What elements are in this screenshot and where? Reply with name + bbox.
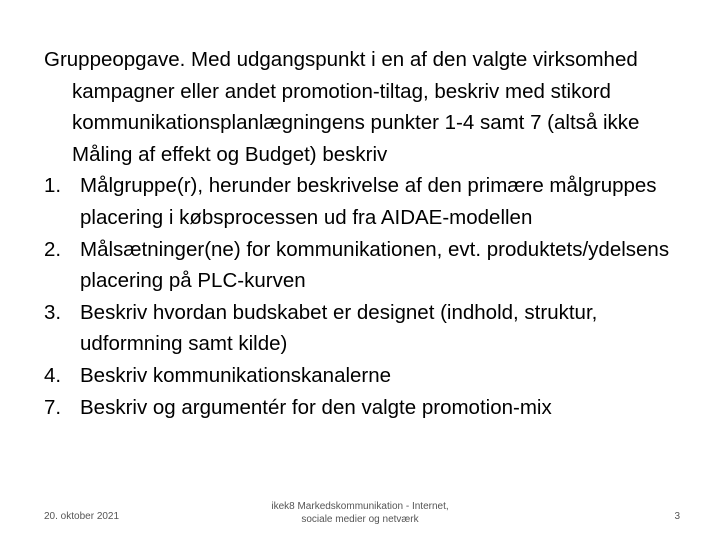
list-item-number: 2.: [44, 237, 62, 261]
task-list: [44, 170, 704, 423]
footer-course-title: [240, 500, 480, 526]
list-item-number: 4.: [44, 363, 62, 387]
list-item-number: 1.: [44, 174, 62, 198]
footer-course-line1: ikek8 Markedskommunikation - Internet,: [271, 501, 449, 512]
footer-date: 20. oktober 2021: [44, 511, 120, 522]
list-item: [44, 360, 704, 392]
list-item: [44, 297, 704, 360]
list-item-text: Målgruppe(r), herunder beskrivelse af den primære målgruppes placering i købsprocessen ud fra AIDAE-modellen: [80, 174, 657, 229]
slide-body: [44, 44, 704, 423]
page-number: 3: [674, 511, 680, 522]
list-item: [44, 234, 704, 297]
list-item: [44, 170, 704, 233]
list-item-text: Beskriv kommunikationskanalerne: [80, 363, 392, 387]
list-item-text: Beskriv hvordan budskabet er designet (indhold, struktur, udformning samt kilde): [80, 300, 598, 356]
intro-paragraph: Gruppeopgave. Med udgangspunkt i en af den valgte virksomhed kampagner eller andet promotion-tiltag, beskriv med stikord kommunikationsplanlægningens punkter 1-4 samt 7 (altså ikke Måling af effekt og Budget) beskriv: [44, 48, 640, 166]
list-item-text: Målsætninger(ne) for kommunikationen, evt. produktets/ydelsens placering på PLC-kurven: [80, 237, 670, 293]
footer-course-line2: sociale medier og netværk: [301, 514, 419, 525]
list-item-number: 7.: [44, 395, 62, 419]
list-item-number: 3.: [44, 300, 62, 324]
list-item: [44, 392, 704, 424]
list-item-text: Beskriv og argumentér for den valgte promotion-mix: [80, 395, 552, 419]
